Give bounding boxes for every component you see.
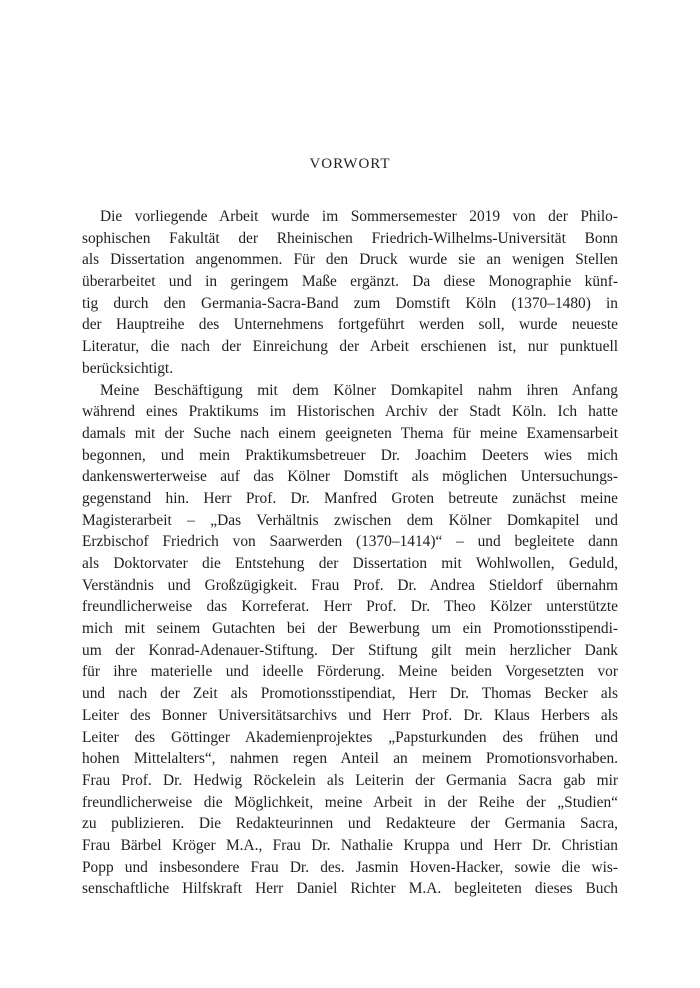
text-line: Frau Bärbel Kröger M.A., Frau Dr. Nathalie Kruppa und Herr Dr. Christian [82, 836, 618, 854]
text-line: Magisterarbeit – „Das Verhältnis zwischen dem Kölner Domkapitel und [82, 511, 618, 529]
text-line: Verständnis und Großzügigkeit. Frau Prof. Dr. Andrea Stieldorf übernahm [82, 576, 618, 594]
text-line: und nach der Zeit als Promotionsstipendiat, Herr Dr. Thomas Becker als [82, 685, 618, 703]
text-line: freundlicherweise das Korreferat. Herr Prof. Dr. Theo Kölzer unterstützte [82, 598, 618, 616]
text-line: mich mit seinem Gutachten bei der Bewerbung um ein Promotionsstipendi- [82, 620, 618, 638]
text-line: sophischen Fakultät der Rheinischen Friedrich-Wilhelms-Universität Bonn [82, 229, 618, 247]
page-title: VORWORT [309, 156, 391, 172]
text-line: als Doktorvater die Entstehung der Dissertation mit Wohlwollen, Geduld, [82, 555, 618, 572]
text-line: begonnen, und mein Praktikumsbetreuer Dr. Joachim Deeters wies mich [82, 446, 618, 464]
text-line: Meine Beschäftigung mit dem Kölner Domkapitel nahm ihren Anfang [100, 381, 618, 399]
text-line: der Hauptreihe des Unternehmens fortgeführt werden soll, wurde neueste [82, 316, 618, 334]
text-line: gegenstand hin. Herr Prof. Dr. Manfred Groten betreute zunächst meine [82, 489, 618, 507]
text-line: Leiter des Bonner Universitätsarchivs und Herr Prof. Dr. Klaus Herbers als [82, 706, 618, 724]
text-line: damals mit der Suche nach einem geeigneten Thema für meine Examensarbeit [82, 424, 618, 442]
text-line: senschaftliche Hilfskraft Herr Daniel Richter M.A. begleiteten dieses Buch [82, 880, 618, 898]
text-line: Literatur, die nach der Einreichung der Arbeit erschienen ist, nur punktuell [82, 338, 618, 356]
text-line: zu publizieren. Die Redakteurinnen und Redakteure der Germania Sacra, [82, 815, 618, 833]
text-line: Leiter des Göttinger Akademienprojektes „Papsturkunden des frühen und [82, 728, 618, 746]
text-line: als Dissertation angenommen. Für den Druck wurde sie an wenigen Stellen [82, 251, 618, 269]
body-text [82, 206, 618, 900]
text-line: tig durch den Germania-Sacra-Band zum Domstift Köln (1370–1480) in [82, 294, 618, 312]
text-line: um der Konrad-Adenauer-Stiftung. Der Stiftung gilt mein herzlicher Dank [82, 641, 618, 659]
text-line: für ihre materielle und ideelle Förderung. Meine beiden Vorgesetzten vor [82, 663, 618, 681]
text-line: freundlicherweise die Möglichkeit, meine Arbeit in der Reihe der „Studien“ [82, 793, 618, 811]
text-line: Die vorliegende Arbeit wurde im Sommersemester 2019 von der Philo- [100, 208, 618, 225]
text-line: berücksichtigt. [82, 359, 174, 377]
text-line: überarbeitet und in geringem Maße ergänzt. Da diese Monographie künf- [82, 273, 618, 291]
text-line: dankenswerterweise auf das Kölner Domstift als möglichen Untersuchungs- [82, 468, 618, 486]
text-line: Frau Prof. Dr. Hedwig Röckelein als Leiterin der Germania Sacra gab mir [82, 771, 618, 789]
text-line: Popp und insbesondere Frau Dr. des. Jasmin Hoven-Hacker, sowie die wis- [82, 858, 618, 876]
text-line: hohen Mittelalters“, nahmen regen Anteil an meinem Promotionsvorhaben. [82, 750, 618, 768]
text-line: während eines Praktikums im Historischen Archiv der Stadt Köln. Ich hatte [82, 403, 618, 421]
text-line: Erzbischof Friedrich von Saarwerden (1370–1414)“ – und begleitete dann [82, 533, 618, 551]
